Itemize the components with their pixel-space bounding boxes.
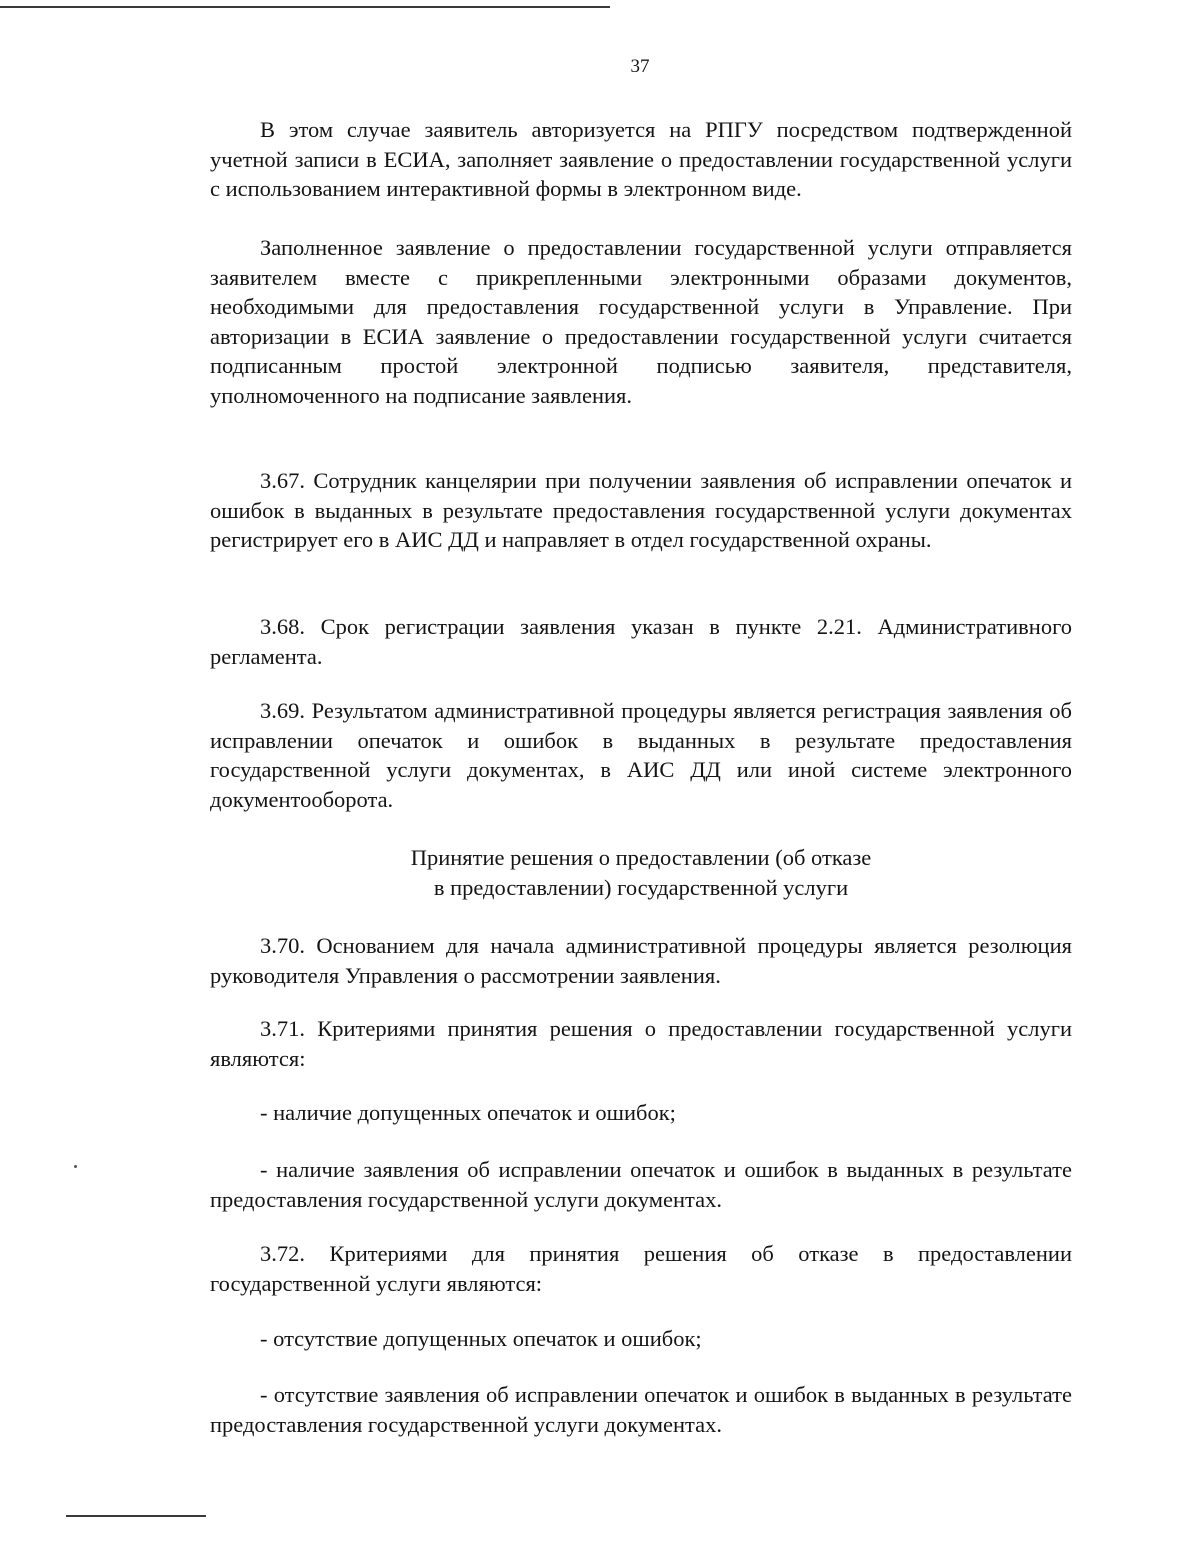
section-heading-line-2: в предоставлении) государственной услуги bbox=[433, 874, 849, 900]
page-number: 37 bbox=[630, 56, 650, 77]
scan-artifact-speck bbox=[74, 1165, 77, 1168]
paragraph-3-71: 3.71. Критериями принятия решения о предоставлении государственной услуги являются: bbox=[210, 1016, 1072, 1071]
paragraph-filled-application: Заполненное заявление о предоставлении государственной услуги отправляется заявителем вместе с прикрепленными электронными образами документов, необходимыми для предоставления государственной услуги в Управление. При авторизации в ЕСИА заявление о предоставлении государственной услуги считается подписанным простой электронной подписью заявителя, представителя, уполномоченного на подписание заявления. bbox=[210, 235, 1072, 408]
section-heading-line-1: Принятие решения о предоставлении (об отказе bbox=[410, 845, 872, 870]
paragraph-3-68: 3.68. Срок регистрации заявления указан в пункте 2.21. Административного регламента. bbox=[210, 614, 1072, 669]
list-item-3-72-2: - отсутствие заявления об исправлении опечаток и ошибок в выданных в результате предоставления государственной услуги документах. bbox=[210, 1382, 1072, 1437]
scan-artifact-bottom-line bbox=[66, 1515, 206, 1517]
paragraph-3-67: 3.67. Сотрудник канцелярии при получении заявления об исправлении опечаток и ошибок в выданных в результате предоставления государственной услуги документах регистрирует его в АИС ДД и направляет в отдел государственной охраны. bbox=[210, 468, 1072, 552]
list-item-3-71-2: - наличие заявления об исправлении опечаток и ошибок в выданных в результате предоставления государственной услуги документах. bbox=[210, 1157, 1072, 1212]
paragraph-3-69: 3.69. Результатом административной процедуры является регистрация заявления об исправлении опечаток и ошибок в выданных в результате предоставления государственной услуги документах, в АИС ДД или иной системе электронного документооборота. bbox=[210, 698, 1072, 812]
list-item-3-72-1: - отсутствие допущенных опечаток и ошибок; bbox=[260, 1326, 702, 1351]
section-heading bbox=[210, 843, 1072, 902]
paragraph-3-72: 3.72. Критериями для принятия решения об отказе в предоставлении государственной услуги являются: bbox=[210, 1241, 1072, 1296]
paragraph-3-70: 3.70. Основанием для начала административной процедуры является резолюция руководителя Управления о рассмотрении заявления. bbox=[210, 933, 1072, 988]
paragraph-esia-authorization: В этом случае заявитель авторизуется на РПГУ посредством подтвержденной учетной записи в ЕСИА, заполняет заявление о предоставлении государственной услуги с использованием интерактивной формы в электронном виде. bbox=[210, 117, 1072, 201]
scan-artifact-top-line bbox=[0, 6, 610, 8]
list-item-3-71-1: - наличие допущенных опечаток и ошибок; bbox=[260, 1100, 676, 1125]
